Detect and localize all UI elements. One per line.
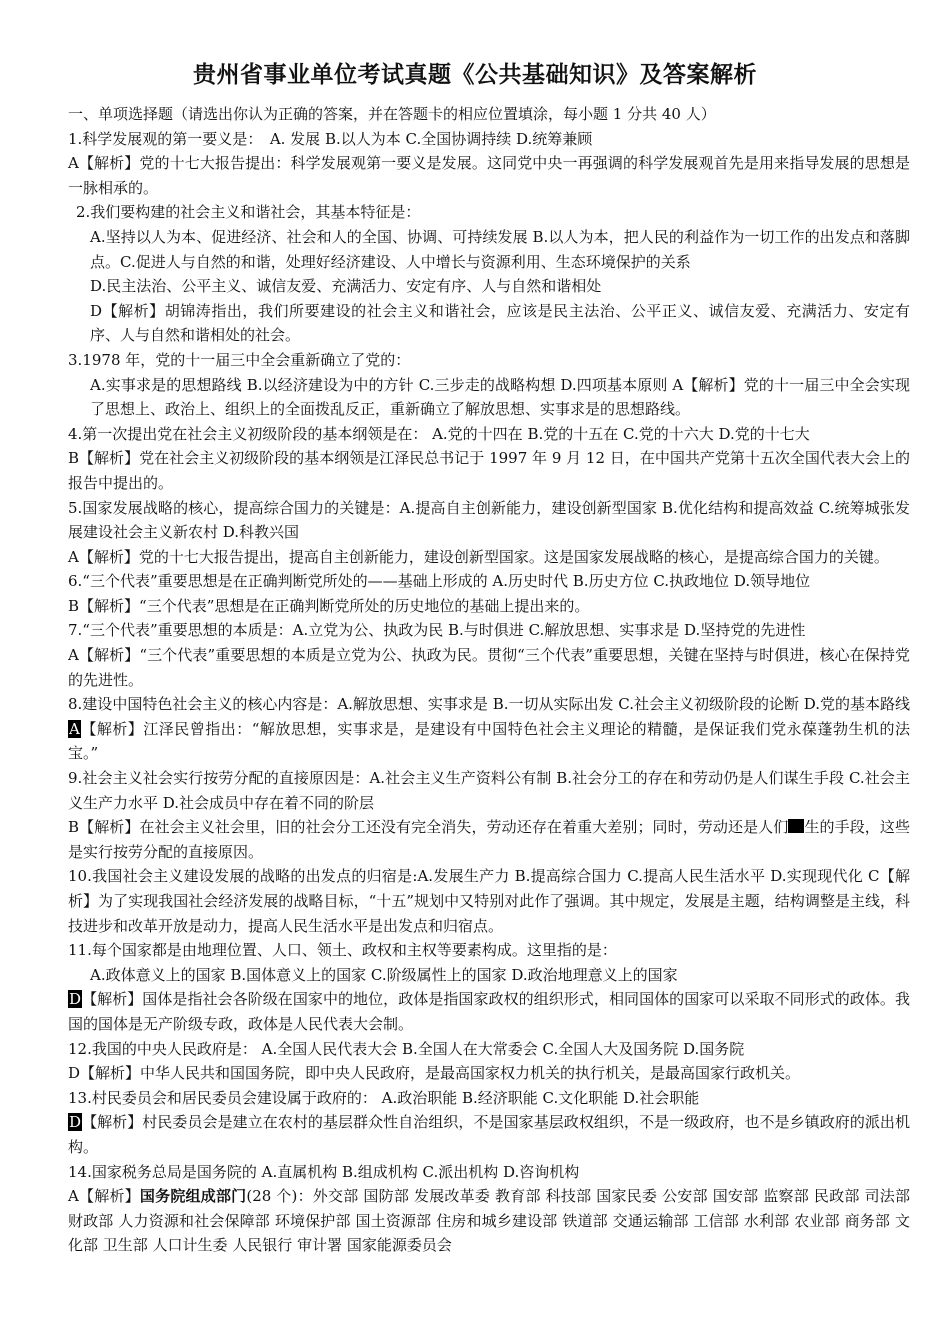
answer-11 xyxy=(68,987,910,1036)
question-12: 12.我国的中央人民政府是： A.全国人民代表大会 B.全国人在大常委会 C.全国人大及国务院 D.国务院 xyxy=(68,1039,745,1058)
question-2: 2.我们要构建的社会主义和谐社会，其基本特征是： xyxy=(76,203,421,222)
answer-9-part-1: B【解析】在社会主义社会里，旧的社会分工还没有完全消失，劳动还存在着重大差别；同时，劳动还是人们 xyxy=(68,818,789,837)
answer-2: D【解析】胡锦涛指出，我们所要建设的社会主义和谐社会，应该是民主法治、公平正义、诚信友爱、充满活力、安定有序、人与自然和谐相处的社会。 xyxy=(90,301,910,345)
answer-7: A【解析】“三个代表”重要思想的本质是立党为公、执政为民。贯彻“三个代表”重要思想，关键在坚持与时俱进，核心在保持党的先进性。 xyxy=(68,646,910,689)
question-8-text: 8.建设中国特色社会主义的核心内容是：A.解放思想、实事求是 B.一切从实际出发 C.社会主义初级阶段的论断 D.党的基本路线 xyxy=(68,695,910,714)
answer-14-bold: 国务院组成部门 xyxy=(139,1187,247,1206)
question-9: 9.社会主义社会实行按劳分配的直接原因是：A.社会主义生产资料公有制 B.社会分工的存在和劳动仍是人们谋生手段 C.社会主义生产力水平 D.社会成员中存在着不同的阶层 xyxy=(68,769,910,812)
answer-5: A【解析】党的十七大报告提出，提高自主创新能力，建设创新型国家。这是国家发展战略的核心，是提高综合国力的关键。 xyxy=(68,547,889,566)
answer-14 xyxy=(68,1184,910,1258)
answer-13 xyxy=(68,1110,910,1159)
question-4: 4.第一次提出党在社会主义初级阶段的基本纲领是在： A.党的十四在 B.党的十五在 C.党的十六大 D.党的十七大 xyxy=(68,424,810,443)
redaction-block xyxy=(788,819,804,833)
document-body xyxy=(68,102,910,1258)
question-8 xyxy=(68,692,910,766)
question-3: 3.1978 年，党的十一届三中全会重新确立了党的： xyxy=(68,350,411,369)
question-5: 5.国家发展战略的核心，提高综合国力的关键是：A.提高自主创新能力，建设创新型国家 B.优化结构和提高效益 C.统筹城张发展建设社会主义新农村 D.科教兴国 xyxy=(68,498,910,542)
answer-8-text: 【解析】江泽民曾指出：“解放思想，实事求是，是建设有中国特色社会主义理论的精髓，是保证我们党永葆蓬勃生机的法宝。” xyxy=(68,719,910,763)
page-title: 贵州省事业单位考试真题《公共基础知识》及答案解析 xyxy=(193,62,757,88)
answer-13-text: 【解析】村民委员会是建立在农村的基层群众性自治组织，不是国家基层政权组织，不是一级政府，也不是乡镇政府的派出机构。 xyxy=(68,1113,910,1156)
question-11-options: A.政体意义上的国家 B.国体意义上的国家 C.阶级属性上的国家 D.政治地理意义上的国家 xyxy=(90,965,678,984)
answer-8-letter: A xyxy=(69,719,80,738)
answer-6: B【解析】“三个代表”思想是在正确判断党所处的历史地位的基础上提出来的。 xyxy=(68,596,590,615)
question-2-option-d: D.民主法治、公平主义、诚信友爱、充满活力、安定有序、人与自然和谐相处 xyxy=(90,277,602,296)
question-10: 10.我国社会主义建设发展的战略的出发点的归宿是:A.发展生产力 B.提高综合国力 C.提高人民生活水平 D.实现现代化 C【解析】为了实现我国社会经济发展的战略目标，“十五”规划中又特别对此作了强调。其中规定，发展是主题，结构调整是主线，科技进步和改革开放是动力，提高人民生活水平是出发点和归宿点。 xyxy=(68,867,910,935)
answer-14-text: (28 个)：外交部 国防部 发展改革委 教育部 科技部 国家民委 公安部 国安部 监察部 民政部 司法部 财政部 人力资源和社会保障部 环境保护部 国土资源部 住房和城乡建设部 铁道部 交通运输部 工信部 水利部 农业部 商务部 文化部 卫生部 人口计生委 人民银行 审计署 国家能源委员会 xyxy=(68,1187,910,1255)
question-1: 1.科学发展观的第一要义是： A. 发展 B.以人为本 C.全国协调持续 D.统筹兼顾 xyxy=(68,129,593,148)
answer-4: B【解析】党在社会主义初级阶段的基本纲领是江泽民总书记于 1997 年 9 月 12 日，在中国共产党第十五次全国代表大会上的报告中提出的。 xyxy=(68,449,910,492)
question-14: 14.国家税务总局是国务院的 A.直属机构 B.组成机构 C.派出机构 D.咨询机构 xyxy=(68,1162,580,1181)
answer-12: D【解析】中华人民共和国国务院，即中央人民政府，是最高国家权力机关的执行机关，是最高国家行政机关。 xyxy=(68,1064,801,1083)
answer-11-letter: D xyxy=(69,990,82,1009)
answer-9 xyxy=(68,815,910,864)
answer-13-letter: D xyxy=(69,1113,82,1132)
answer-11-text: 【解析】国体是指社会各阶级在国家中的地位，政体是指国家政权的组织形式，相同国体的国家可以采取不同形式的政体。我国的国体是无产阶级专政，政体是人民代表大会制。 xyxy=(68,990,910,1033)
question-7: 7.“三个代表”重要思想的本质是：A.立党为公、执政为民 B.与时俱进 C.解放思想、实事求是 D.坚持党的先进性 xyxy=(68,621,806,640)
answer-1: A【解析】党的十七大报告提出：科学发展观第一要义是发展。这同党中央一再强调的科学发展观首先是用来指导发展的思想是一脉相承的。 xyxy=(68,154,910,197)
question-2-options: A.坚持以人为本、促进经济、社会和人的全国、协调、可持续发展 B.以人为本，把人民的利益作为一切工作的出发点和落脚点。C.促进人与自然的和谐，处理好经济建设、人中增长与资源利用、生态环境保护的关系 xyxy=(90,227,910,271)
question-6: 6.“三个代表”重要思想是在正确判断党所处的——基础上形成的 A.历史时代 B.历史方位 C.执政地位 D.领导地位 xyxy=(68,572,811,591)
answer-14-prefix: A【解析】 xyxy=(68,1187,140,1206)
question-3-options: A.实事求是的思想路线 B.以经济建设为中的方针 C.三步走的战略构想 D.四项基本原则 A【解析】党的十一届三中全会实现了思想上、政治上、组织上的全面拨乱反正，重新确立了解放思想、实事求是的思想路线。 xyxy=(90,375,910,419)
answer-9-part-2: 生的手段，这些是实行按劳分配的直接原因。 xyxy=(68,818,910,861)
section-heading: 一、单项选择题（请选出你认为正确的答案，并在答题卡的相应位置填涂，每小题 1 分共 40 人） xyxy=(68,105,716,123)
question-13: 13.村民委员会和居民委员会建设属于政府的： A.政治职能 B.经济职能 C.文化职能 D.社会职能 xyxy=(68,1088,700,1107)
question-11: 11.每个国家都是由地理位置、人口、领土、政权和主权等要素构成。这里指的是： xyxy=(68,941,617,960)
